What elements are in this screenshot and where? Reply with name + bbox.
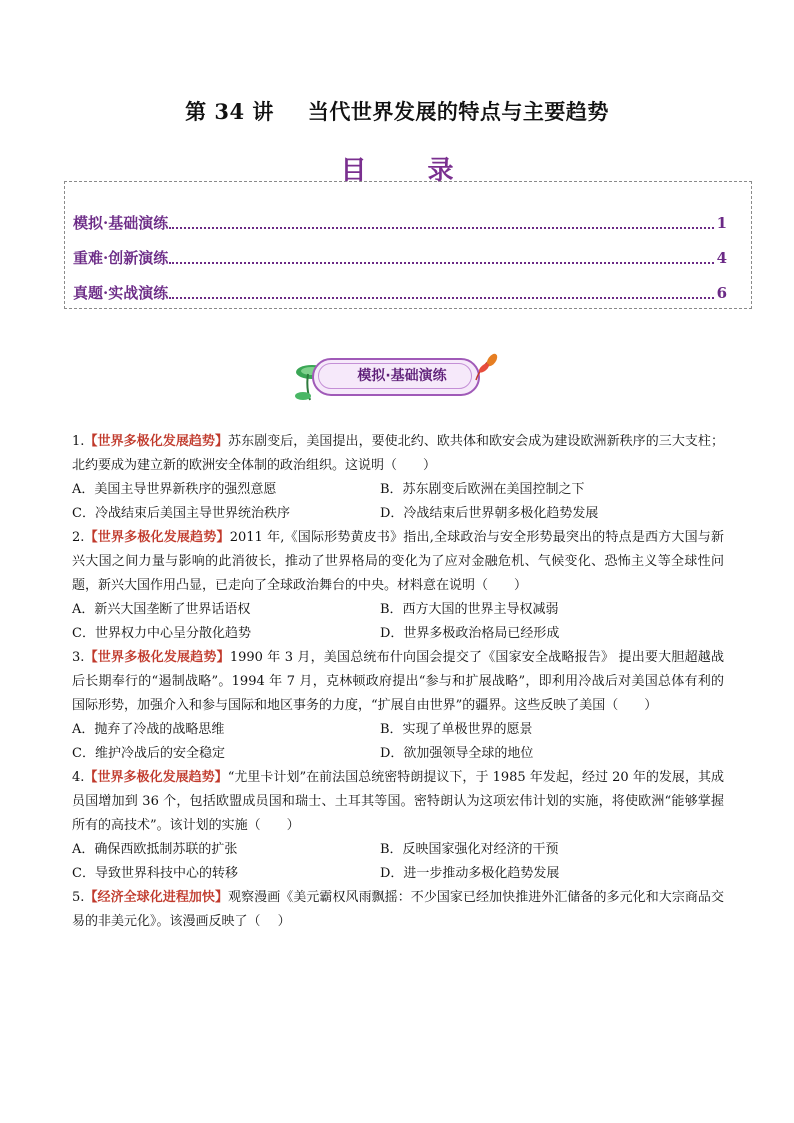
question-text: 1990 年 3 月，美国总统布什向国会提交了《国家安全战略报告》 提出要大胆超越战后长期奉行的“遏制战略”。1994 年 7 月，克林顿政府提出“参与和扩展战略”，即利用冷战后对美国总体有利的国际形势，加强介入和参与国际和地区事务的力度，“扩展自由世界”的疆界。这些反映了美国（ ） — [72, 650, 724, 713]
option-d[interactable]: D．冷战结束后世界朝多极化趋势发展 — [380, 506, 599, 521]
toc-leader-dots — [169, 262, 714, 264]
option-a[interactable]: A．美国主导世界新秩序的强烈意愿 — [72, 482, 277, 497]
option-c[interactable]: C．维护冷战后的安全稳定 — [72, 746, 225, 761]
toc-item-page: 6 — [716, 284, 727, 302]
question-text: 观察漫画《美元霸权风雨飘摇：不少国家已经加快推进外汇储备的多元化和大宗商品交易的非美元化》。该漫画反映了（ ） — [72, 890, 724, 929]
question-tag: 【世界多极化发展趋势】 — [84, 650, 230, 665]
toc-item-page: 1 — [716, 214, 727, 232]
options-grid — [72, 718, 724, 766]
toc-item-real[interactable] — [73, 282, 727, 304]
question-number: 4. — [72, 770, 85, 785]
lecture-topic: 当代世界发展的特点与主要趋势 — [307, 99, 609, 124]
question-list — [72, 430, 724, 934]
question-number: 3. — [72, 650, 85, 665]
options-grid — [72, 478, 724, 526]
question-tag: 【世界多极化发展趋势】 — [84, 530, 230, 545]
question-stem — [72, 646, 724, 718]
option-c[interactable]: C．世界权力中心呈分散化趋势 — [72, 626, 251, 641]
option-b[interactable]: B．苏东剧变后欧洲在美国控制之下 — [380, 482, 585, 497]
option-a[interactable]: A．抛弃了冷战的战略思维 — [72, 722, 225, 737]
question-number: 1. — [72, 434, 85, 449]
option-b[interactable]: B．实现了单极世界的愿景 — [380, 722, 533, 737]
flower-icon — [470, 352, 500, 384]
question-stem — [72, 430, 724, 478]
options-grid — [72, 838, 724, 886]
option-d[interactable]: D．欲加强领导全球的地位 — [380, 746, 534, 761]
toc-heading: 目 录 — [340, 156, 480, 186]
lecture-number: 第 34 讲 — [185, 99, 274, 124]
toc-item-basic[interactable] — [73, 212, 727, 234]
option-b[interactable]: B．西方大国的世界主导权减弱 — [380, 602, 559, 617]
option-a[interactable]: A．新兴大国垄断了世界话语权 — [72, 602, 251, 617]
option-c[interactable]: C．导致世界科技中心的转移 — [72, 866, 238, 881]
toc-leader-dots — [169, 227, 714, 229]
option-d[interactable]: D．进一步推动多极化趋势发展 — [380, 866, 560, 881]
question-number: 5. — [72, 890, 85, 905]
question-text: 2011 年,《国际形势黄皮书》指出,全球政治与安全形势最突出的特点是西方大国与新兴大国之间力量与影响的此消彼长，推动了世界格局的变化为了应对金融危机、气候变化、恐怖主义等全球性问题，新兴大国作用凸显，已走向了全球政治舞台的中央。材料意在说明（ ） — [72, 530, 724, 593]
toc-item-page: 4 — [716, 249, 727, 267]
question-tag: 【世界多极化发展趋势】 — [84, 434, 229, 449]
question-stem — [72, 886, 724, 934]
page-title — [0, 96, 794, 126]
question-tag: 【经济全球化进程加快】 — [84, 890, 229, 905]
option-c[interactable]: C．冷战结束后美国主导世界统治秩序 — [72, 506, 290, 521]
question-tag: 【世界多极化发展趋势】 — [84, 770, 228, 785]
options-grid — [72, 598, 724, 646]
question-stem — [72, 526, 724, 598]
question-stem — [72, 766, 724, 838]
toc-item-label: 模拟·基础演练 — [73, 214, 169, 232]
option-d[interactable]: D．世界多极政治格局已经形成 — [380, 626, 560, 641]
option-a[interactable]: A．确保西欧抵制苏联的扩张 — [72, 842, 238, 857]
question-number: 2. — [72, 530, 85, 545]
option-b[interactable]: B．反映国家强化对经济的干预 — [380, 842, 559, 857]
section-title: 模拟·基础演练 — [357, 368, 447, 384]
toc-leader-dots — [169, 297, 714, 299]
toc-item-label: 真题·实战演练 — [73, 284, 169, 302]
question-text: “尤里卡计划”在前法国总统密特朗提议下，于 1985 年发起，经过 20 年的发展，其成员国增加到 36 个，包括欧盟成员国和瑞士、土耳其等国。密特朗认为这项宏伟计划的实施，将使欧洲“能够掌握所有的高技术”。该计划的实施（ ） — [72, 770, 724, 833]
question-text: 苏东剧变后，美国提出，要使北约、欧共体和欧安会成为建设欧洲新秩序的三大支柱；北约要成为建立新的欧洲安全体制的政治组织。这说明（ ） — [72, 434, 724, 473]
section-badge — [292, 352, 502, 404]
table-of-contents — [64, 181, 752, 309]
toc-item-advanced[interactable] — [73, 247, 727, 269]
toc-item-label: 重难·创新演练 — [73, 249, 169, 267]
